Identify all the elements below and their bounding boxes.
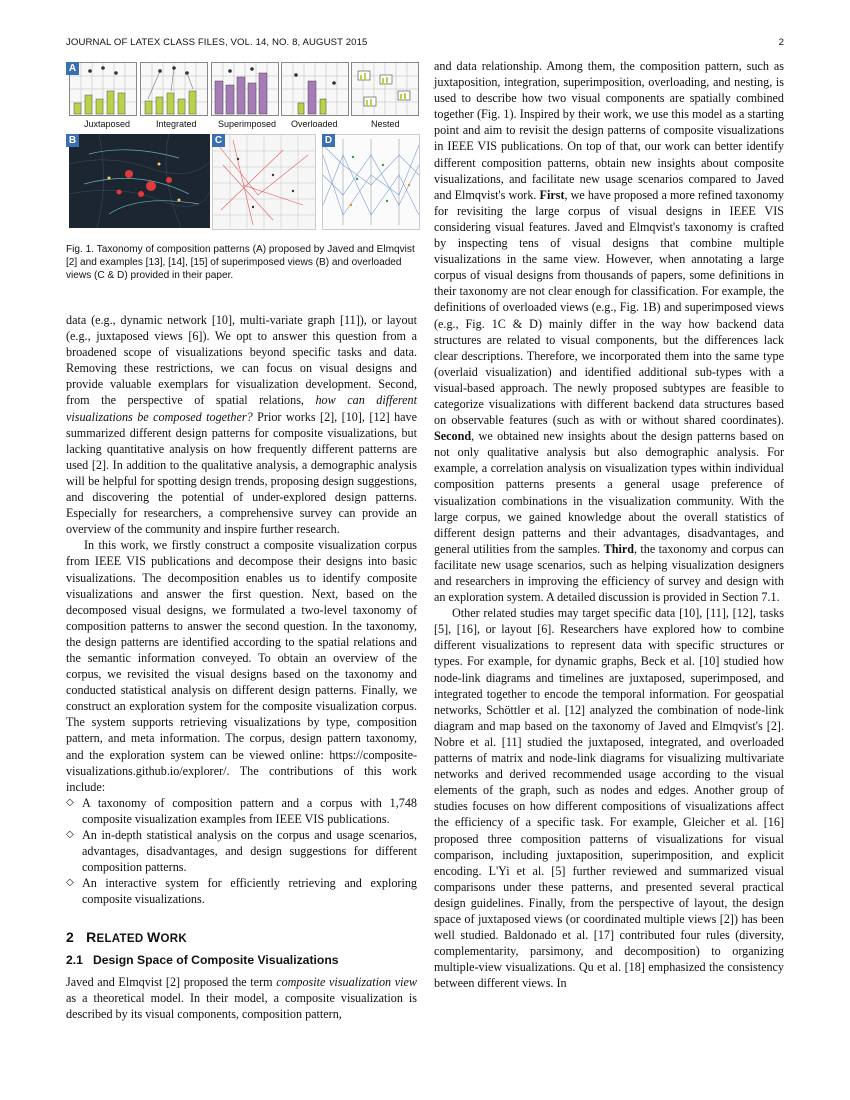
paragraph <box>66 974 417 1022</box>
tile-superimposed <box>211 62 279 129</box>
paragraph: In this work, we firstly construct a composite visualization corpus from IEEE VIS publications and decompose their designs into basic visualizations. The decomposition enables us to identify composite visualizations and answer the first question. Next, based on the decomposed visual designs, we formulated a two-level taxonomy of composition patterns to answer the second question. In the taxonomy, the design patterns are identified according to the spatial relations and the semantic information conveyed. To obtain an overview of the corpus, we revisited the visual designs based on the taxonomy and conducted statistical analysis on different design patterns. Finally, we construct an exploration system for the composite visualization corpus. The system supports retrieving visualizations by type, composition pattern, and meta information. The corpus, design pattern taxonomy, and the exploration system can be viewed online: https://composite-visualizations.github.io/explorer/. The contributions of this work include: <box>66 538 417 794</box>
tile-integrated <box>140 62 208 129</box>
subsection-number: 2.1 <box>66 952 83 967</box>
tile-caption-superimposed: Superimposed <box>218 119 277 129</box>
tile-overloaded <box>281 62 349 129</box>
figure-1 <box>66 60 418 230</box>
nested-thumbnail <box>352 63 418 115</box>
subsection-title: Design Space of Composite Visualizations <box>92 952 339 967</box>
list-item-text: An in-depth statistical analysis on the corpus and usage scenarios, advantages, disadvantages, and design suggestions for different composition patterns. <box>82 828 417 875</box>
text-run: , we have proposed a more refined taxonomy for revisiting the large corpus of visual designs in IEEE VIS considering visual features. Javed and Elmqvist's taxonomy is crafted by inspecting tens of visual designs that combine multiple visualizations in the same view. However, when annotating a large corpus of visual designs from thousands of papers, some definitions in their taxonomy are not clear enough for classification. For example, the definitions of overloaded views (e.g., Fig. 1B) and superimposed views (e.g., Fig. 1C & D) mainly differ in the way how backend data structures are related to visual components, but the differences lack clear descriptions. Therefore, we incorporated them into the same type (overlaid visualization) and identified additional sub-types with a visual-based approach. The newly proposed subtypes are feasible to categorize visualizations with different backend data structures based on observable features (such as with or without shared coordinates). <box>434 187 784 428</box>
panel-label-a: A <box>66 62 79 75</box>
text-run: , we obtained new insights about the design patterns based on not only qualitative analysis but also demographic analysis. For example, a correlation analysis on visualization types within individual composition patterns presents a general usage preference of visualization combinations in the visualization community. With the large corpus, we gained knowledge about the overall statistics of different design patterns and their advantages, disadvantages, and general utilities from the samples. <box>434 429 784 556</box>
term: composite visualization view <box>276 974 417 989</box>
diamond-bullet-icon: ◇ <box>66 829 74 840</box>
overloaded-matrix-graphic <box>213 135 315 229</box>
section-number: 2 <box>66 929 75 946</box>
right-column <box>434 58 784 991</box>
running-header <box>66 37 784 51</box>
figure-caption: Fig. 1. Taxonomy of composition patterns (A) proposed by Javed and Elmqvist [2] and examples [13], [14], [15] of superimposed views (B) and overloaded views (C & D) provided in their paper. <box>66 244 415 282</box>
overloaded-thumbnail <box>282 63 348 115</box>
section-title-smallcaps: ELATED <box>96 933 147 946</box>
journal-title: JOURNAL OF LATEX CLASS FILES, VOL. 14, NO. 8, AUGUST 2015 <box>66 37 368 48</box>
research-question: how can different visualizations be composed together? <box>66 393 417 424</box>
subsection-heading <box>66 952 417 968</box>
text-run: data (e.g., dynamic network [10], multi-variate graph [11]), or layout (e.g., juxtaposed views [6]). We opt to answer this question from a broadened scope of visualizations beyond specific tasks and data. Removing these restrictions, we can focus on visual designs and provide valuable exemplars for visualization development. Second, from the perspective of spatial relations, <box>66 313 417 408</box>
integrated-thumbnail <box>141 63 207 115</box>
contribution-list <box>66 795 417 908</box>
list-item <box>66 795 417 827</box>
list-item <box>66 875 417 907</box>
juxtaposed-thumbnail <box>70 63 136 115</box>
bold-term: Second <box>434 429 472 444</box>
page-number: 2 <box>778 37 784 48</box>
list-item-text: An interactive system for efficiently retrieving and exploring composite visualizations. <box>82 876 417 907</box>
paragraph: Other related studies may target specific data [10], [11], [12], tasks [5], [16], or layout [6]. Researchers have explored how to combine different visualizations to represent data with specific structures or types. For example, for dynamic graphs, Beck et al. [10] studied how node-link diagrams and timelines are juxtaposed, superimposed, and integrated together to encode the temporal information. For geospatial networks, Schöttler et al. [12] analyzed the combination of node-link diagram and map based on the taxonomy of Javed and Elmqvist's [2]. Nobre et al. [11] studied the juxtaposed, integrated, and overloaded patterns of matrix and node-link diagrams for visualizing multivariate networks and derived recommended usage according to the visual elements of the graph, such as nodes and edges. Another group of studies focuses on how different compositions of visualizations affect the efficiency of a specific task. For example, Gleicher et al. [16] proposed three composition patterns of visualizations for visual comparison, including juxtaposition, superimposition, and explicit encoding. L'Yi et al. [5] further reviewed and summarized visual comparisons under these patterns, and presented several practical design guidelines. Finally, from the perspective of layout, the design space of juxtaposed views (or coordinated multiple views [2]) has been well studied. Baldonado et al. [17] contributed four rules (diversity, complementarity, parsimony, and decomposition) to organizing multiple-view visualizations. Qu et al. [18] emphasized the consistency between different views. In <box>434 606 784 991</box>
list-item <box>66 827 417 875</box>
text-run: Javed and Elmqvist [2] proposed the term <box>66 974 277 989</box>
list-item-text: A taxonomy of composition pattern and a corpus with 1,748 composite visualization examples from IEEE VIS publications. <box>82 795 417 826</box>
text-run: , the taxonomy and corpus can facilitate new usage scenarios, such as helping visualization designers and researchers in improving the efficiency of survey and design with an exploration system. A detailed discussion is provided in Section 7.1. <box>434 541 784 605</box>
panel-c-matrix-image <box>212 134 316 230</box>
section-title-cap: W <box>146 929 161 946</box>
tile-caption-juxtaposed: Juxtaposed <box>84 119 131 129</box>
panel-b-map-image <box>69 134 210 228</box>
section-heading <box>66 929 417 947</box>
tile-caption-nested: Nested <box>371 119 400 129</box>
paragraph <box>434 58 784 605</box>
text-run: and data relationship. Among them, the composition pattern, such as juxtaposition, integration, superimposition, overloading, and nesting, is used to describe how two visual components are spatially combined together (Fig. 1). Inspired by their work, we use this model as a starting point and aim to revisit the design patterns of composite visualizations in IEEE VIS publications. On top of that, our work can better identify different composition patterns, obtain new insights about composite visualizations, and facilitate new usage scenarios compared to Javed and Elmqvist's work. <box>434 59 784 202</box>
paragraph <box>66 312 417 537</box>
left-column <box>66 312 417 1022</box>
text-run: as a theoretical model. In their model, a composite visualization is described by its visual components, composition pattern, <box>66 990 417 1021</box>
bold-term: Third <box>603 541 634 556</box>
tile-caption-integrated: Integrated <box>156 119 197 129</box>
text-run: Prior works [2], [10], [12] have summarized different design patterns for composite visualizations, but lacking quantitative analysis on how frequently different patterns are used [2]. In addition to the qualitative analysis, a demographic analysis will be helpful for spotting design trends, proposing design suggestions, and discovering the potential of under-explored design patterns. Especially for researchers, a comprehensive survey can provide an overview of the community and inspire further research. <box>66 409 417 537</box>
diamond-bullet-icon: ◇ <box>66 796 74 808</box>
panel-label-d: D <box>322 134 335 147</box>
section-title-smallcaps: ORK <box>160 933 187 946</box>
bold-term: First <box>539 187 565 202</box>
panel-label-b: B <box>66 134 79 147</box>
panel-label-c: C <box>212 134 225 147</box>
tile-nested <box>351 62 419 129</box>
superimposed-thumbnail <box>212 63 278 115</box>
tile-juxtaposed <box>69 62 137 129</box>
diamond-bullet-icon: ◇ <box>66 877 74 889</box>
tile-caption-overloaded: Overloaded <box>291 119 338 129</box>
panel-d-parallel-image <box>322 134 420 230</box>
overloaded-parallel-graphic <box>323 135 419 229</box>
section-title-cap: R <box>86 929 97 946</box>
dark-map-graphic <box>69 134 210 228</box>
